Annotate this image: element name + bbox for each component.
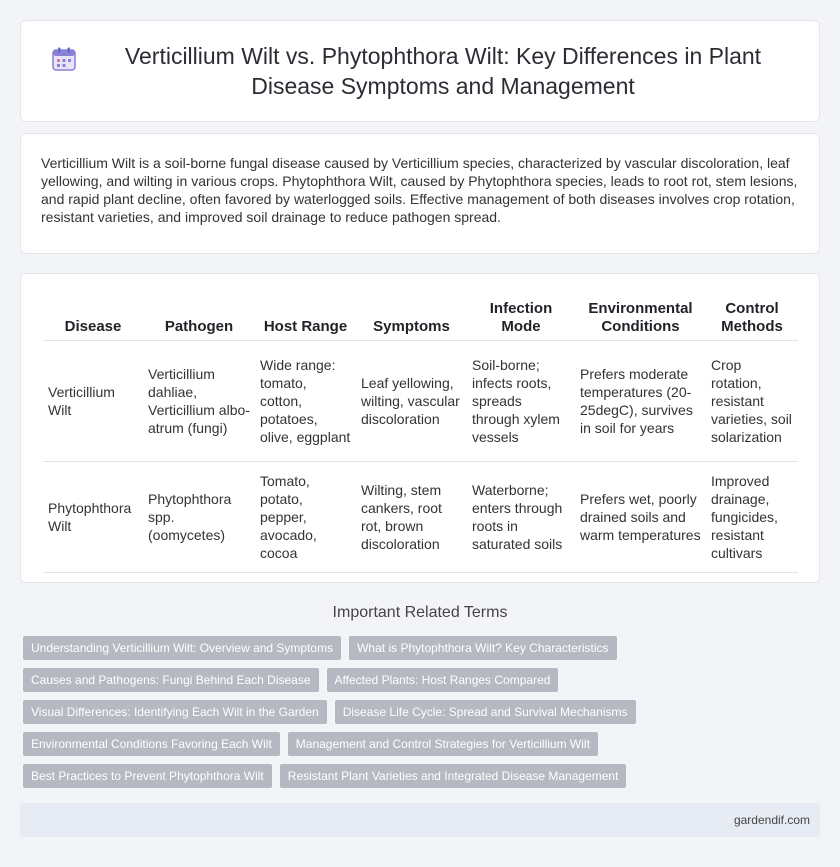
table-cell: Prefers wet, poorly drained soils and warm temperatures [575, 462, 706, 573]
table-cell: Phytophthora Wilt [43, 462, 143, 573]
table-cell: Prefers moderate temperatures (20-25degC), survives in soil for years [575, 341, 706, 462]
related-term-tag[interactable]: What is Phytophthora Wilt? Key Characteristics [349, 636, 616, 660]
table-header: Environmental Conditions [575, 294, 706, 341]
related-term-tag[interactable]: Visual Differences: Identifying Each Wilt in the Garden [23, 700, 327, 724]
table-cell: Improved drainage, fungicides, resistant cultivars [706, 462, 798, 573]
table-header: Symptoms [356, 294, 467, 341]
intro-paragraph: Verticillium Wilt is a soil-borne fungal disease caused by Verticillium species, characterized by vascular discoloration, leaf yellowing, and wilting in various crops. Phytophthora Wilt, caused by Phytophthora species, leads to root rot, stem lesions, and rapid plant decline, often favored by waterlogged soils. Effective management of both diseases involves crop rotation, resistant varieties, and improved soil drainage to reduce pathogen spread. [41, 155, 798, 225]
footer [20, 803, 820, 837]
related-terms-title: Important Related Terms [332, 604, 508, 621]
table-header: Infection Mode [467, 294, 575, 341]
title-card [20, 20, 820, 122]
calendar-icon [51, 46, 77, 72]
table-cell: Wide range: tomato, cotton, potatoes, olive, eggplant [255, 341, 356, 462]
table-cell: Verticillium Wilt [43, 341, 143, 462]
table-header: Control Methods [706, 294, 798, 341]
related-terms-list [23, 636, 823, 796]
table-cell: Leaf yellowing, wilting, vascular discoloration [356, 341, 467, 462]
comparison-table [43, 294, 798, 573]
table-header-row [43, 294, 798, 341]
intro-card [20, 133, 820, 254]
related-term-tag[interactable]: Affected Plants: Host Ranges Compared [327, 668, 559, 692]
table-cell: Verticillium dahliae, Verticillium albo-atrum (fungi) [143, 341, 255, 462]
table-cell: Wilting, stem cankers, root rot, brown discoloration [356, 462, 467, 573]
related-term-tag[interactable]: Environmental Conditions Favoring Each Wilt [23, 732, 280, 756]
table-cell: Waterborne; enters through roots in saturated soils [467, 462, 575, 573]
table-header: Pathogen [143, 294, 255, 341]
table-header: Disease [43, 294, 143, 341]
related-term-tag[interactable]: Best Practices to Prevent Phytophthora Wilt [23, 764, 272, 788]
related-term-tag[interactable]: Management and Control Strategies for Verticillium Wilt [288, 732, 598, 756]
page-title: Verticillium Wilt vs. Phytophthora Wilt: Key Differences in Plant Disease Symptoms and Management [124, 43, 762, 99]
table-row [43, 341, 798, 462]
table-row [43, 462, 798, 573]
related-term-tag[interactable]: Disease Life Cycle: Spread and Survival Mechanisms [335, 700, 636, 724]
table-cell: Soil-borne; infects roots, spreads through xylem vessels [467, 341, 575, 462]
footer-site-link[interactable]: gardendif.com [733, 813, 810, 827]
table-cell: Crop rotation, resistant varieties, soil solarization [706, 341, 798, 462]
table-cell: Phytophthora spp. (oomycetes) [143, 462, 255, 573]
table-cell: Tomato, potato, pepper, avocado, cocoa [255, 462, 356, 573]
related-term-tag[interactable]: Understanding Verticillium Wilt: Overview and Symptoms [23, 636, 341, 660]
related-term-tag[interactable]: Resistant Plant Varieties and Integrated Disease Management [280, 764, 627, 788]
comparison-table-card [20, 273, 820, 583]
related-term-tag[interactable]: Causes and Pathogens: Fungi Behind Each Disease [23, 668, 319, 692]
table-header: Host Range [255, 294, 356, 341]
